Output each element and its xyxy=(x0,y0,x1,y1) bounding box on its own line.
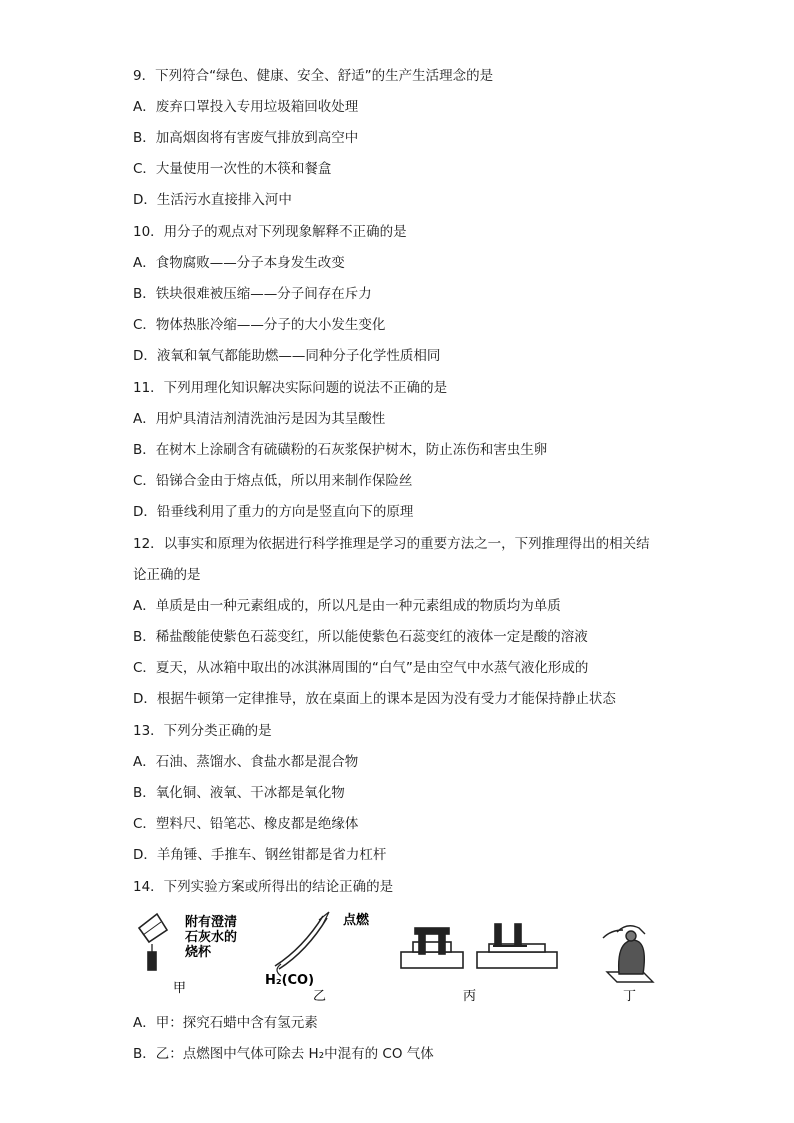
question-11-option-b: B．在树木上涂刷含有硫磺粉的石灰浆保护树木，防止冻伤和害虫生卵 xyxy=(133,442,548,458)
question-12-option-b: B．稀盐酸能使紫色石蕊变红，所以能使紫色石蕊变红的液体一定是酸的溶液 xyxy=(133,629,588,645)
question-10-option-a: A．食物腐败——分子本身发生改变 xyxy=(133,255,345,271)
figure-label-jia: 甲 xyxy=(173,981,187,996)
figure-ding-hand-weight xyxy=(603,926,653,982)
question-13-option-a: A．石油、蒸馏水、食盐水都是混合物 xyxy=(133,754,359,770)
question-14-stem: 14．下列实验方案或所得出的结论正确的是 xyxy=(133,879,394,895)
question-11-option-a: A．用炉具清洁剂清洗油污是因为其呈酸性 xyxy=(133,411,386,427)
question-12-stem-cont: 论正确的是 xyxy=(133,567,201,583)
question-10-option-d: D．液氧和氧气都能助燃——同种分子化学性质相同 xyxy=(133,348,441,364)
figure-label-ding: 丁 xyxy=(623,989,637,1004)
figure-yi-gas: H₂(CO) xyxy=(265,973,315,988)
figure-jia-note-3: 烧杯 xyxy=(185,945,212,960)
question-10-option-b: B．铁块很难被压缩——分子间存在斥力 xyxy=(133,286,372,302)
question-9-option-c: C．大量使用一次性的木筷和餐盒 xyxy=(133,161,332,177)
figure-label-bing: 丙 xyxy=(463,989,477,1004)
question-12-option-a: A．单质是由一种元素组成的，所以凡是由一种元素组成的物质均为单质 xyxy=(133,598,561,614)
question-13-option-b: B．氧化铜、液氧、干冰都是氧化物 xyxy=(133,785,345,801)
question-9-option-d: D．生活污水直接排入河中 xyxy=(133,192,292,208)
question-14-option-a: A．甲：探究石蜡中含有氢元素 xyxy=(133,1015,318,1031)
figure-label-yi: 乙 xyxy=(313,989,327,1004)
question-11-option-d: D．铅垂线利用了重力的方向是竖直向下的原理 xyxy=(133,504,414,520)
figure-yi-tube xyxy=(275,912,329,976)
question-10-stem: 10．用分子的观点对下列现象解释不正确的是 xyxy=(133,224,407,240)
question-14-option-b: B．乙：点燃图中气体可除去 H₂中混有的 CO 气体 xyxy=(133,1046,434,1062)
figure-jia-note-1: 附有澄清 xyxy=(185,915,238,930)
question-12-option-c: C．夏天，从冰箱中取出的冰淇淋周围的“白气”是由空气中水蒸气液化形成的 xyxy=(133,660,589,676)
question-9-stem: 9．下列符合“绿色、健康、安全、舒适”的生产生活理念的是 xyxy=(133,68,494,84)
question-10-option-c: C．物体热胀冷缩——分子的大小发生变化 xyxy=(133,317,386,333)
figure-jia-note-2: 石灰水的 xyxy=(185,930,238,945)
question-12-option-d: D．根据牛顿第一定律推导，放在桌面上的课本是因为没有受力才能保持静止状态 xyxy=(133,691,616,707)
question-13-stem: 13．下列分类正确的是 xyxy=(133,723,272,739)
question-11-option-c: C．铅锑合金由于熔点低，所以用来制作保险丝 xyxy=(133,473,413,489)
question-11-stem: 11．下列用理化知识解决实际问题的说法不正确的是 xyxy=(133,380,448,396)
experiment-figure xyxy=(133,908,673,1006)
figure-bing-apparatus xyxy=(401,924,557,968)
question-9-option-b: B．加高烟囱将有害废气排放到高空中 xyxy=(133,130,359,146)
figure-yi-note: 点燃 xyxy=(343,913,370,928)
question-13-option-d: D．羊角锤、手推车、钢丝钳都是省力杠杆 xyxy=(133,847,387,863)
question-9-option-a: A．废弃口罩投入专用垃圾箱回收处理 xyxy=(133,99,359,115)
question-12-stem: 12．以事实和原理为依据进行科学推理是学习的重要方法之一，下列推理得出的相关结 xyxy=(133,536,650,552)
question-13-option-c: C．塑料尺、铅笔芯、橡皮都是绝缘体 xyxy=(133,816,359,832)
figure-jia-beaker-candle xyxy=(139,914,167,970)
